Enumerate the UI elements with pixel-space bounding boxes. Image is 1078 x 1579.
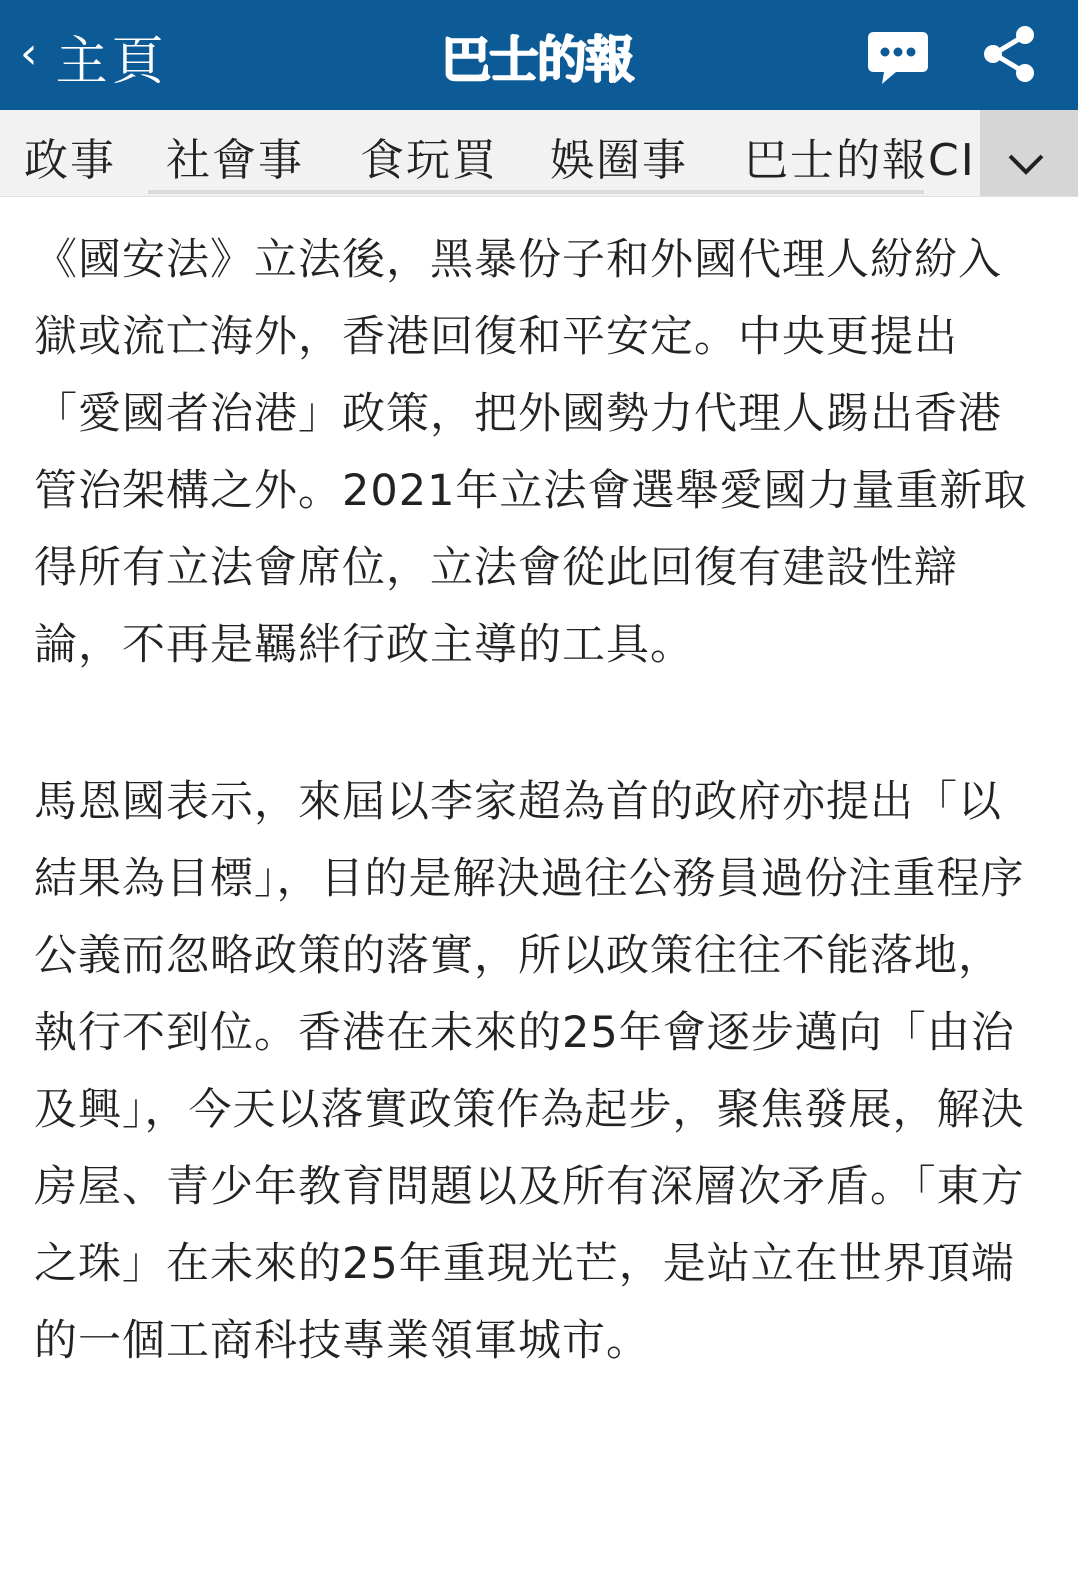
share-button[interactable] — [980, 24, 1040, 84]
article-paragraph: 馬恩國表示，來屆以李家超為首的政府亦提出「以結果為目標」，目的是解決過往公務員過份注重程序公義而忽略政策的落實，所以政策往往不能落地，執行不到位。香港在未來的25年會逐步邁向「由治及興」，今天以落實政策作為起步，聚焦發展，解決房屋、青少年教育問題以及所有深層次矛盾。「東方之珠」在未來的25年重現光芒，是站立在世界頂端的一個工商科技專業領軍城市。 — [34, 777, 1025, 1366]
category-list — [0, 110, 980, 196]
tab-scroll-indicator — [148, 190, 924, 194]
top-app-bar — [0, 0, 1078, 110]
tab-entertainment[interactable]: 娛圈事 — [550, 135, 688, 186]
site-logo: 巴士的報 — [441, 31, 633, 89]
back-label: 主頁 — [55, 31, 168, 92]
more-categories-button[interactable] — [980, 110, 1078, 197]
tab-bastillepost-ci[interactable]: 巴士的報CI — [744, 135, 976, 186]
comment-icon — [866, 28, 930, 88]
comment-button[interactable] — [866, 28, 930, 88]
tab-lifestyle[interactable]: 食玩買 — [360, 135, 498, 186]
tab-politics[interactable]: 政事 — [24, 135, 116, 186]
article-body — [34, 222, 1034, 1380]
category-bar — [0, 110, 1078, 197]
back-button[interactable] — [20, 18, 168, 94]
article-paragraph: 《國安法》立法後，黑暴份子和外國代理人紛紛入獄或流亡海外，香港回復和平安定。中央更提出「愛國者治港」政策，把外國勢力代理人踢出香港管治架構之外。2021年立法會選舉愛國力量重新取得所有立法會席位，立法會從此回復有建設性辯論，不再是羈絆行政主導的工具。 — [34, 235, 1028, 670]
tab-society[interactable]: 社會事 — [166, 135, 304, 186]
chevron-left-icon: ‹ — [20, 28, 38, 79]
chevron-down-icon — [980, 110, 1078, 197]
share-icon — [980, 24, 1040, 84]
